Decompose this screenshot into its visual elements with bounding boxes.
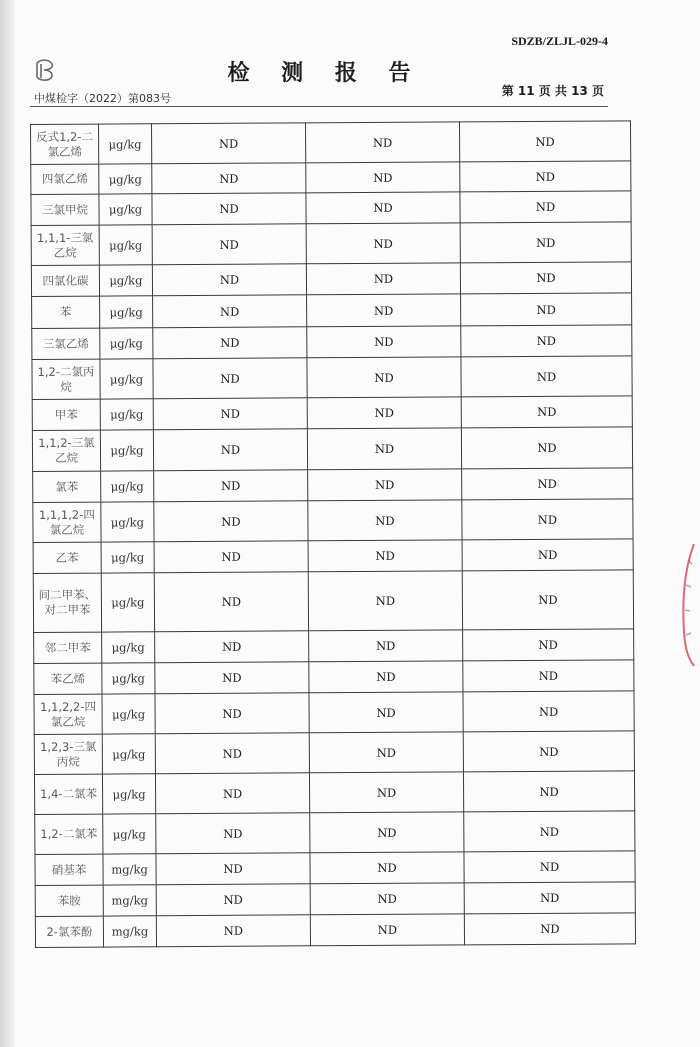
- analyte-name-cell: 1,1,2,2-四氯乙烷: [34, 694, 102, 734]
- result-cell-1: ND: [152, 123, 306, 164]
- table-row: [32, 396, 632, 431]
- analyte-name-cell: 1,1,2-三氯乙烷: [32, 430, 100, 471]
- table-row: [32, 356, 632, 400]
- result-cell-2: ND: [308, 571, 462, 631]
- table-row: [35, 882, 635, 917]
- result-cell-3: ND: [463, 771, 634, 812]
- table-row: [34, 629, 634, 664]
- result-cell-3: ND: [462, 570, 633, 630]
- page-number: 第 11 页 共 13 页: [501, 84, 604, 98]
- result-cell-3: ND: [461, 325, 632, 357]
- result-cell-1: ND: [156, 884, 310, 916]
- result-cell-2: ND: [309, 772, 463, 813]
- unit-cell: μg/kg: [101, 542, 154, 573]
- results-table-body: [31, 121, 636, 948]
- table-row: [34, 691, 634, 735]
- result-cell-3: ND: [460, 262, 631, 294]
- unit-cell: μg/kg: [101, 471, 154, 502]
- result-cell-1: ND: [153, 327, 307, 359]
- result-cell-1: ND: [153, 358, 307, 399]
- result-cell-2: ND: [307, 397, 461, 429]
- result-cell-2: ND: [307, 428, 461, 470]
- unit-cell: μg/kg: [100, 430, 153, 471]
- analyte-name-cell: 三氯甲烷: [31, 194, 99, 225]
- result-cell-2: ND: [309, 692, 463, 733]
- unit-cell: μg/kg: [102, 663, 155, 694]
- table-row: [34, 660, 634, 695]
- analyte-name-cell: 四氯化碳: [31, 265, 99, 296]
- unit-cell: μg/kg: [99, 194, 152, 225]
- analyte-name-cell: 三氯乙烯: [32, 328, 100, 359]
- result-cell-3: ND: [463, 731, 634, 772]
- result-cell-3: ND: [464, 811, 635, 852]
- result-cell-1: ND: [156, 853, 310, 885]
- result-cell-2: ND: [308, 540, 462, 572]
- table-row: [33, 539, 633, 574]
- unit-cell: μg/kg: [100, 296, 153, 328]
- unit-cell: μg/kg: [102, 694, 155, 734]
- unit-cell: μg/kg: [100, 399, 153, 430]
- table-row: [35, 811, 635, 855]
- table-row: [33, 570, 633, 633]
- analyte-name-cell: 邻二甲苯: [34, 632, 102, 663]
- analyte-name-cell: 1,2,3-三氯丙烷: [34, 734, 102, 774]
- analyte-name-cell: 苯: [32, 296, 100, 328]
- result-cell-3: ND: [463, 629, 634, 661]
- result-cell-2: ND: [306, 223, 460, 264]
- unit-cell: μg/kg: [100, 328, 153, 359]
- report-title: 检 测 报 告: [227, 61, 423, 86]
- result-cell-2: ND: [306, 192, 460, 224]
- result-cell-1: ND: [152, 163, 306, 194]
- results-table: [30, 120, 636, 948]
- result-cell-3: ND: [459, 121, 630, 162]
- analyte-name-cell: 反式1,2-二氯乙烯: [31, 124, 99, 164]
- result-cell-2: ND: [309, 732, 463, 773]
- result-cell-1: ND: [154, 470, 308, 502]
- table-row: [32, 427, 632, 472]
- result-cell-1: ND: [155, 662, 309, 694]
- result-cell-3: ND: [461, 427, 632, 469]
- result-cell-3: ND: [464, 851, 635, 883]
- table-row: [31, 121, 631, 165]
- result-cell-2: ND: [310, 812, 464, 853]
- analyte-name-cell: 间二甲苯、对二甲苯: [33, 573, 101, 632]
- analyte-name-cell: 四氯乙烯: [31, 164, 99, 194]
- result-cell-3: ND: [461, 396, 632, 428]
- result-cell-1: ND: [156, 813, 310, 854]
- analyte-name-cell: 1,4-二氯苯: [34, 774, 102, 814]
- result-cell-2: ND: [310, 883, 464, 915]
- analyte-name-cell: 乙苯: [33, 542, 101, 573]
- table-row: [35, 913, 635, 948]
- result-cell-3: ND: [463, 691, 634, 732]
- result-cell-3: ND: [462, 499, 633, 540]
- analyte-name-cell: 苯乙烯: [34, 663, 102, 694]
- report-number: 中煤检字（2022）第083号: [34, 92, 171, 105]
- result-cell-1: ND: [156, 915, 310, 947]
- result-cell-1: ND: [152, 224, 306, 265]
- unit-cell: mg/kg: [103, 916, 156, 947]
- table-row: [33, 499, 633, 543]
- result-cell-2: ND: [308, 500, 462, 541]
- unit-cell: μg/kg: [102, 632, 155, 663]
- result-cell-3: ND: [461, 293, 632, 326]
- table-row: [32, 325, 632, 360]
- unit-cell: mg/kg: [103, 885, 156, 916]
- analyte-name-cell: 2-氯苯酚: [35, 916, 103, 947]
- result-cell-2: ND: [305, 122, 459, 163]
- result-cell-2: ND: [307, 357, 461, 398]
- result-cell-1: ND: [154, 501, 308, 542]
- analyte-name-cell: 1,1,1,2-四氯乙烷: [33, 502, 101, 542]
- unit-cell: μg/kg: [99, 124, 152, 164]
- page-scan-shadow: [0, 0, 14, 1047]
- table-row: [31, 191, 631, 226]
- result-cell-2: ND: [306, 263, 460, 295]
- result-cell-1: ND: [152, 193, 306, 225]
- analyte-name-cell: 1,2-二氯丙烷: [32, 359, 100, 399]
- table-row: [31, 161, 631, 195]
- result-cell-1: ND: [153, 295, 307, 328]
- table-row: [31, 262, 631, 297]
- analyte-name-cell: 甲苯: [32, 399, 100, 430]
- result-cell-2: ND: [310, 852, 464, 884]
- result-cell-2: ND: [307, 326, 461, 358]
- result-cell-3: ND: [464, 882, 635, 914]
- analyte-name-cell: 氯苯: [33, 471, 101, 502]
- unit-cell: μg/kg: [99, 265, 152, 296]
- unit-cell: μg/kg: [101, 573, 154, 632]
- unit-cell: μg/kg: [102, 734, 155, 774]
- result-cell-1: ND: [154, 541, 308, 573]
- result-cell-1: ND: [155, 631, 309, 663]
- document-code: SDZB/ZLJL-029-4: [511, 34, 608, 48]
- result-cell-1: ND: [154, 572, 308, 632]
- result-cell-3: ND: [460, 191, 631, 223]
- result-cell-2: ND: [310, 914, 464, 946]
- table-row: [32, 293, 632, 329]
- result-cell-2: ND: [308, 469, 462, 501]
- result-cell-2: ND: [306, 162, 460, 193]
- result-cell-1: ND: [155, 693, 309, 734]
- table-row: [33, 468, 633, 503]
- analyte-name-cell: 硝基苯: [35, 854, 103, 885]
- result-cell-3: ND: [464, 913, 635, 945]
- result-cell-1: ND: [153, 398, 307, 430]
- result-cell-3: ND: [462, 468, 633, 500]
- table-row: [34, 771, 634, 815]
- unit-cell: μg/kg: [100, 359, 153, 399]
- red-seal-stamp-icon: [678, 540, 696, 670]
- header-divider: [30, 106, 608, 107]
- result-cell-3: ND: [460, 161, 631, 192]
- analyte-name-cell: 1,1,1-三氯乙烷: [31, 225, 99, 265]
- table-row: [31, 222, 631, 266]
- table-row: [34, 731, 634, 775]
- result-cell-2: ND: [309, 630, 463, 662]
- unit-cell: μg/kg: [102, 774, 155, 814]
- result-cell-2: ND: [309, 661, 463, 693]
- result-cell-1: ND: [152, 264, 306, 296]
- unit-cell: μg/kg: [103, 814, 156, 854]
- result-cell-3: ND: [460, 222, 631, 263]
- result-cell-3: ND: [462, 539, 633, 571]
- analyte-name-cell: 1,2-二氯苯: [35, 814, 103, 854]
- result-cell-1: ND: [153, 429, 307, 471]
- unit-cell: μg/kg: [101, 502, 154, 542]
- unit-cell: μg/kg: [99, 225, 152, 265]
- table-row: [35, 851, 635, 886]
- analyte-name-cell: 苯胺: [35, 885, 103, 916]
- result-cell-3: ND: [461, 356, 632, 397]
- result-cell-3: ND: [463, 660, 634, 692]
- result-cell-1: ND: [155, 733, 309, 774]
- result-cell-1: ND: [155, 773, 309, 814]
- result-cell-2: ND: [307, 294, 461, 327]
- unit-cell: μg/kg: [99, 164, 152, 194]
- unit-cell: mg/kg: [103, 854, 156, 885]
